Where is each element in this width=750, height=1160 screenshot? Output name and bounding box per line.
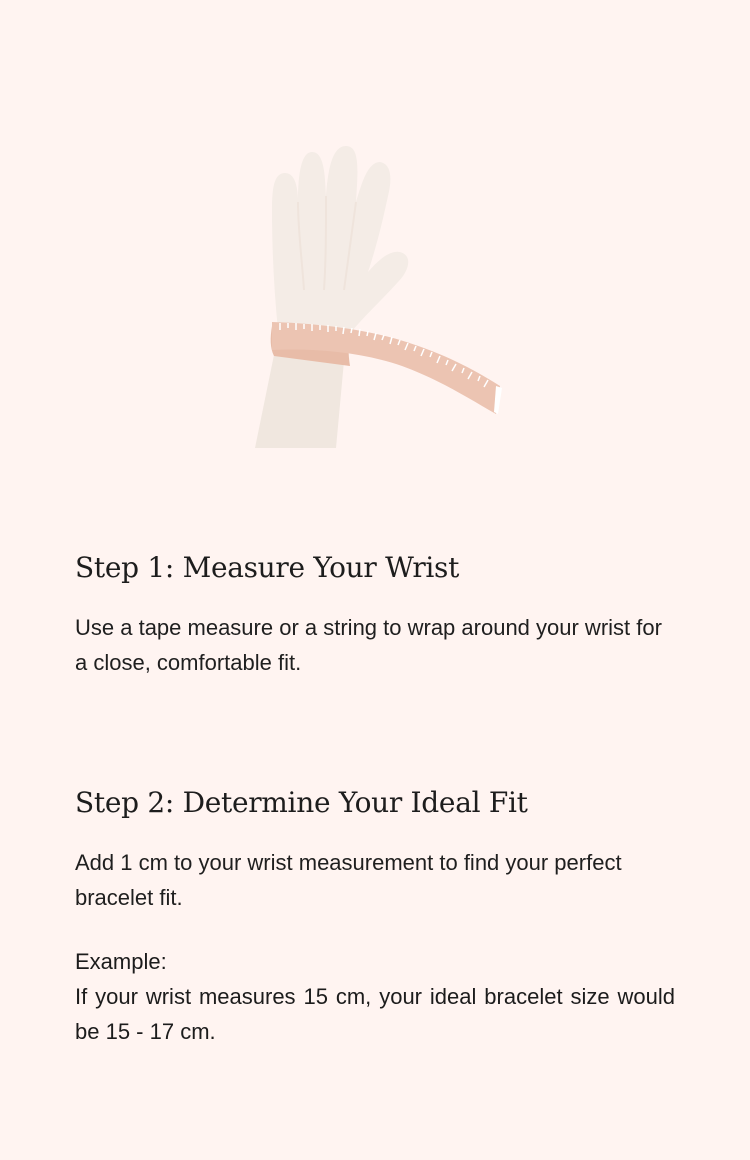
size-guide-content (75, 548, 675, 1049)
step-1-section (75, 548, 675, 783)
step-1-text: Use a tape measure or a string to wrap around your wrist for a close, comfortable fit. (75, 615, 662, 675)
example-label: Example: (75, 949, 167, 974)
step-2-section (75, 783, 675, 1049)
step-1-title: Step 1: Measure Your Wrist (75, 551, 460, 584)
step-2-title: Step 2: Determine Your Ideal Fit (75, 786, 528, 819)
hand-with-tape-illustration (250, 140, 510, 450)
wrist-measure-illustration (250, 140, 510, 450)
step-2-text: Add 1 cm to your wrist measurement to find your perfect bracelet fit. (75, 850, 622, 910)
example-text: If your wrist measures 15 cm, your ideal bracelet size would be 15 - 17 cm. (75, 984, 675, 1044)
